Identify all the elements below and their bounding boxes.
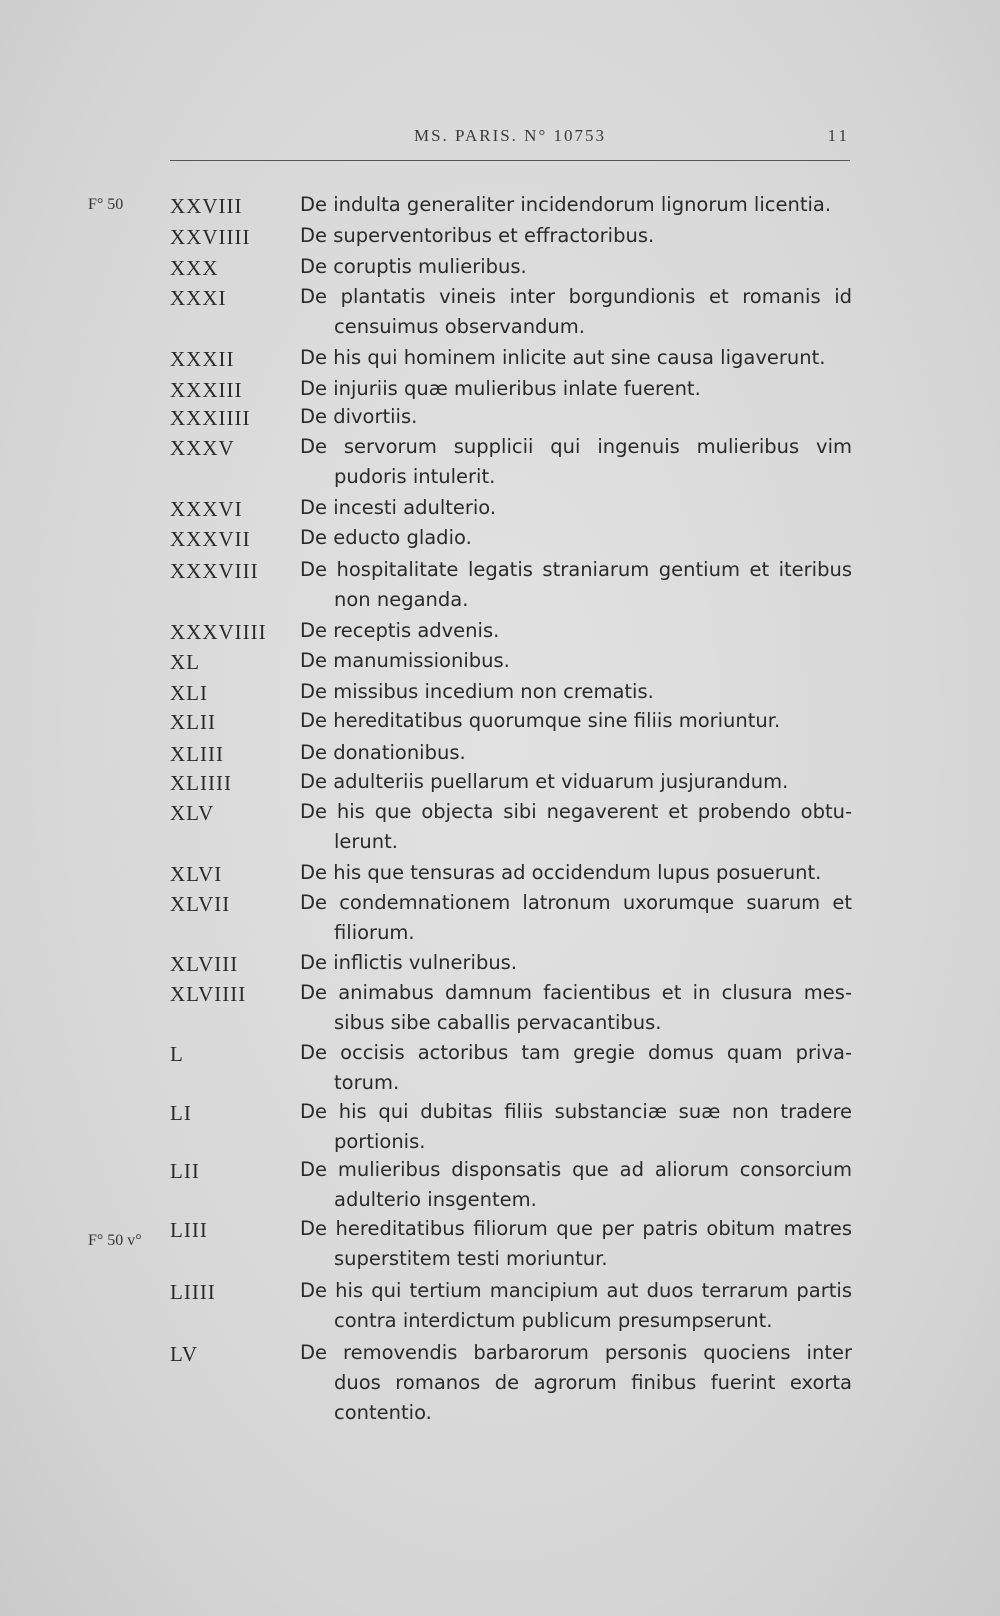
chapter-numeral: XLV (170, 801, 215, 825)
chapter-title (300, 1038, 852, 1098)
chapter-title-line: De his qui tertium mancipium aut duos terrarum partis (300, 1279, 852, 1302)
chapter-title-continuation: torum. (334, 1071, 400, 1094)
chapter-title (300, 221, 852, 251)
chapter-numeral: LIIII (170, 1280, 216, 1304)
chapter-title (300, 706, 852, 736)
chapter-title-continuation: contra interdictum publicum presumpserunt. (334, 1309, 773, 1332)
running-header (170, 126, 850, 152)
chapter-numeral: XXXVIII (170, 559, 259, 583)
chapter-numeral: XLVIII (170, 952, 239, 976)
chapter-numeral: XXXVII (170, 527, 251, 551)
chapter-numeral: LIII (170, 1218, 208, 1242)
chapter-title-line: De coruptis mulieribus. (300, 255, 527, 278)
chapter-title (300, 1097, 852, 1157)
chapter-numeral: XLII (170, 710, 216, 734)
chapter-title (300, 858, 852, 888)
chapter-title-continuation: lerunt. (334, 830, 398, 853)
chapter-title (300, 616, 852, 646)
chapter-title-line: De servorum supplicii qui ingenuis mulieribus vim (300, 435, 852, 458)
chapter-title-line: De superventoribus et effractoribus. (300, 224, 655, 247)
chapter-title (300, 1214, 852, 1274)
chapter-title-line: De incesti adulterio. (300, 496, 497, 519)
chapter-title-continuation: non neganda. (334, 588, 469, 611)
chapter-title (300, 767, 852, 797)
chapter-title-continuation: pudoris intulerit. (334, 465, 496, 488)
chapter-title-line: De hereditatibus filiorum que per patris obitum matres (300, 1217, 852, 1240)
chapter-title-continuation: adulterio insgentem. (334, 1188, 537, 1211)
chapter-title-line: De injuriis quæ mulieribus inlate fuerent. (300, 377, 701, 400)
chapter-title (300, 1276, 852, 1336)
chapter-title-line: De indulta generaliter incidendorum lignorum licentia. (300, 193, 832, 216)
chapter-numeral: LV (170, 1342, 199, 1366)
chapter-title-line: De removendis barbarorum personis quociens inter (300, 1341, 852, 1364)
chapter-title-line: De manumissionibus. (300, 649, 510, 672)
chapter-title-line: De divortiis. (300, 405, 418, 428)
chapter-title-line: De condemnationem latronum uxorumque suarum et (300, 891, 852, 914)
chapter-title-line: De his que tensuras ad occidendum lupus posuerunt. (300, 861, 822, 884)
chapter-title (300, 493, 852, 523)
chapter-title-continuation: superstitem testi moriuntur. (334, 1247, 608, 1270)
chapter-title (300, 888, 852, 948)
chapter-title-line: De occisis actoribus tam gregie domus quam priva- (300, 1041, 852, 1064)
chapter-numeral: XL (170, 650, 200, 674)
chapter-numeral: LI (170, 1101, 192, 1125)
chapter-numeral: XXXVIIII (170, 620, 267, 644)
chapter-title (300, 797, 852, 857)
chapter-numeral: XLIIII (170, 771, 232, 795)
chapter-numeral: XXVIIII (170, 225, 251, 249)
chapter-numeral: LII (170, 1159, 200, 1183)
chapter-title-line: De plantatis vineis inter borgundionis et romanis id (300, 285, 852, 308)
chapter-title (300, 1155, 852, 1215)
page-number: 11 (827, 126, 850, 145)
chapter-numeral: L (170, 1042, 184, 1066)
chapter-title (300, 402, 852, 432)
chapter-title-line: De his qui hominem inlicite aut sine causa ligaverunt. (300, 346, 826, 369)
chapter-title-continuation: filiorum. (334, 921, 415, 944)
chapter-title (300, 555, 852, 615)
header-rule (170, 160, 850, 161)
chapter-numeral: XLI (170, 681, 208, 705)
chapter-numeral: XLVIIII (170, 982, 247, 1006)
chapter-numeral: XXXI (170, 286, 227, 310)
chapter-title-line: De animabus damnum facientibus et in clusura mes- (300, 981, 852, 1004)
chapter-numeral: XLIII (170, 742, 224, 766)
chapter-title-line: De adulteriis puellarum et viduarum jusjurandum. (300, 770, 789, 793)
chapter-title (300, 738, 852, 768)
chapter-title-line: De educto gladio. (300, 526, 472, 549)
chapter-numeral: XXXIII (170, 378, 243, 402)
chapter-title-line: De his que objecta sibi negaverent et probendo obtu- (300, 800, 852, 823)
chapter-title (300, 282, 852, 342)
chapter-numeral: XXXIIII (170, 406, 251, 430)
chapter-title (300, 646, 852, 676)
chapter-numeral: XXX (170, 256, 219, 280)
chapter-title-line: De missibus incedium non crematis. (300, 680, 654, 703)
chapter-numeral: XLVII (170, 892, 231, 916)
chapter-title (300, 190, 852, 220)
chapter-title-line: De his qui dubitas filiis substanciæ suæ non tradere (300, 1100, 852, 1123)
chapter-title (300, 1338, 852, 1428)
chapter-title-continuation: duos romanos de agrorum finibus fuerint exorta (334, 1371, 852, 1394)
folio-marker: F° 50 v° (88, 1232, 142, 1249)
chapter-title (300, 432, 852, 492)
chapter-title (300, 523, 852, 553)
chapter-title (300, 252, 852, 282)
chapter-title (300, 343, 852, 373)
chapter-numeral: XXXII (170, 347, 235, 371)
chapter-title-line: De hereditatibus quorumque sine filiis moriuntur. (300, 709, 781, 732)
header-title: MS. PARIS. N° 10753 (413, 126, 607, 145)
chapter-title (300, 978, 852, 1038)
chapter-numeral: XXVIII (170, 194, 243, 218)
chapter-title-continuation: portionis. (334, 1130, 426, 1153)
chapter-title-line: De hospitalitate legatis straniarum gentium et iteribus (300, 558, 852, 581)
chapter-title-line: De mulieribus disponsatis que ad aliorum consorcium (300, 1158, 852, 1181)
chapter-title (300, 677, 852, 707)
chapter-title-continuation: censuimus observandum. (334, 315, 585, 338)
chapter-title-line: De receptis advenis. (300, 619, 500, 642)
chapter-numeral: XXXV (170, 436, 235, 460)
chapter-title (300, 948, 852, 978)
chapter-numeral: XLVI (170, 862, 223, 886)
chapter-title-continuation: sibus sibe caballis pervacantibus. (334, 1011, 662, 1034)
folio-marker: F° 50 (88, 196, 124, 213)
chapter-title-line: De donationibus. (300, 741, 466, 764)
chapter-numeral: XXXVI (170, 497, 243, 521)
chapter-title-line: De inflictis vulneribus. (300, 951, 518, 974)
chapter-title (300, 374, 852, 404)
chapter-title-continuation: contentio. (334, 1401, 432, 1424)
